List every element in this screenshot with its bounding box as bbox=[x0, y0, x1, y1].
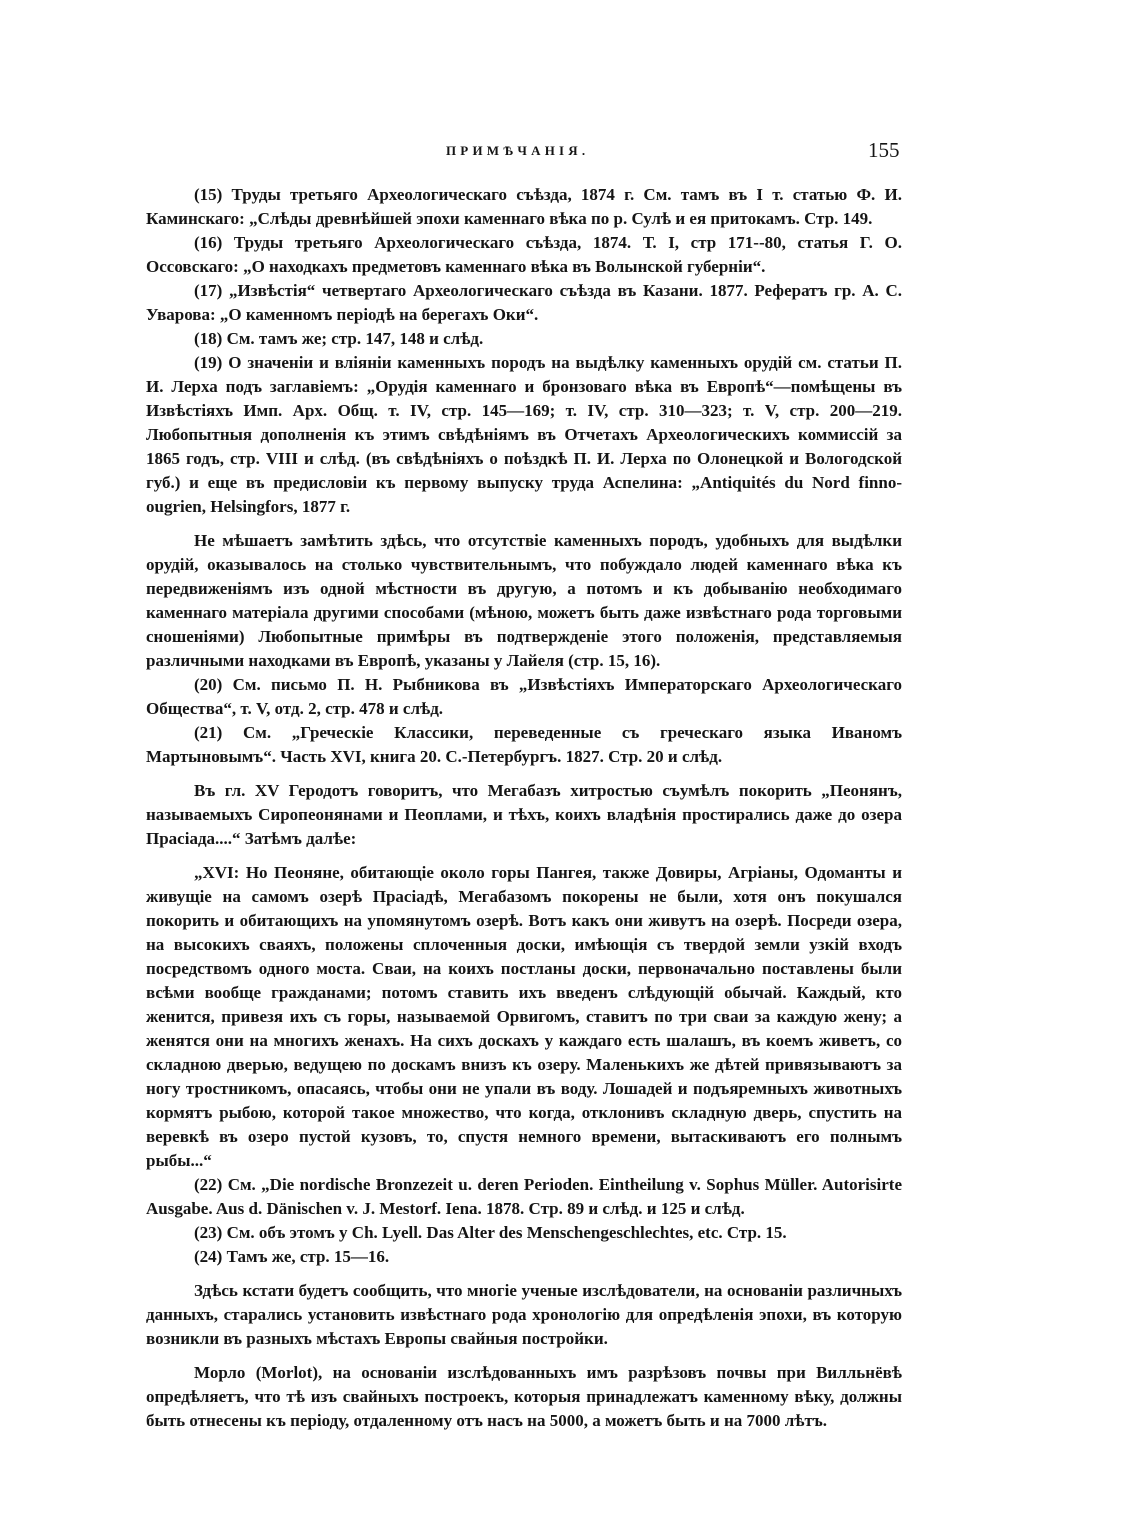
note-17: (17) „Извѣстія“ четвертаго Археологическаго съѣзда въ Казани. 1877. Рефератъ гр. А. С. Уварова: „О каменномъ періодѣ на берегахъ Оки“. bbox=[146, 281, 902, 324]
herodotus-quote: „XVI: Но Пеоняне, обитающіе около горы Пангея, также Довиры, Агріаны, Одоманты и живущіе на самомъ озерѣ Прасіадѣ, Мегабазомъ покорены не были, хотя онъ покушался покорить и обитающихъ на упомянутомъ озерѣ. Вотъ какъ они живутъ на озерѣ. Посреди озера, на высокихъ сваяхъ, положены сплоченныя доски, имѣющія съ твердой земли узкій входъ посредствомъ одного моста. Сваи, на коихъ постланы доски, первоначально поставлены были всѣми вообще гражданами; потомъ ставить ихъ введенъ слѣдующій обычай. Каждый, кто женится, привезя ихъ съ горы, называемой Орвигомъ, ставитъ по три сваи за каждую жену; а женятся они на многихъ женахъ. На сихъ доскахъ у каждаго есть шалашъ, въ коемъ живетъ, со складною дверью, ведущею по доскамъ внизъ къ озеру. Маленькихъ же дѣтей привязываютъ за ногу тростникомъ, опасаясь, чтобы они не упали въ воду. Лошадей и подъяремныхъ животныхъ кормятъ рыбою, которой такое множество, что когда, отклонивъ складную дверь, спустить на веревкѣ въ озеро пустой кузовъ, то, спустя немного времени, вытаскиваютъ его полнымъ рыбы...“ bbox=[146, 863, 902, 1170]
note-18: (18) См. тамъ же; стр. 147, 148 и слѣд. bbox=[194, 329, 484, 348]
note-19: (19) О значеніи и вліяніи каменныхъ породъ на выдѣлку каменныхъ орудій см. статьи П. И. Лерха подъ заглавіемъ: „Орудія каменнаго и бронзоваго вѣка въ Европѣ“—помѣщены въ Извѣстіяхъ Имп. Арх. Общ. т. IV, стр. 145—169; т. IV, стр. 310—323; т. V, стр. 200—219. Любопытныя дополненія къ этимъ свѣдѣніямъ въ Отчетахъ Археологическихъ коммиссій за 1865 годъ, стр. VIII и слѣд. (въ свѣдѣніяхъ о поѣздкѣ П. И. Лерха по Олонецкой и Вологодской губ.) и еще въ предисловіи къ первому выпуску труда Аспелина: „Antiquités du Nord finno-ougrien, Helsingfors, 1877 г. bbox=[146, 353, 902, 516]
note-15: (15) Труды третьяго Археологическаго съѣзда, 1874 г. См. тамъ въ I т. статью Ф. И. Каминскаго: „Слѣды древнѣйшей эпохи каменнаго вѣка по р. Сулѣ и ея притокамъ. Стр. 149. bbox=[146, 185, 902, 228]
page-title: ПРИМѢЧАНІЯ. bbox=[446, 143, 590, 158]
chronology-paragraph: Здѣсь кстати будетъ сообщить, что многіе ученые изслѣдователи, на основаніи различныхъ данныхъ, старались установить извѣстнаго рода хронологію для опредѣленія эпохи, въ которую возникли въ разныхъ мѣстахъ Европы свайныя постройки. bbox=[146, 1281, 902, 1348]
herodotus-intro: Въ гл. XV Геродотъ говоритъ, что Мегабазъ хитростью съумѣлъ покорить „Пеонянъ, называемыхъ Сиропеонянами и Пеоплами, и тѣхъ, коихъ владѣнія простирались даже до озера Прасіада....“ Затѣмъ далѣе: bbox=[146, 781, 902, 848]
note-23: (23) См. объ этомъ у Ch. Lyell. Das Alter des Menschengeschlechtes, etc. Стр. 15. bbox=[194, 1223, 787, 1242]
running-head bbox=[0, 138, 1140, 165]
morlot-paragraph: Морло (Morlot), на основаніи изслѣдованныхъ имъ разрѣзовъ почвы при Вилльнёвѣ опредѣляетъ, что тѣ изъ свайныхъ построекъ, которыя принадлежатъ каменному вѣку, должны быть отнесены къ періоду, отдаленному отъ насъ на 5000, а можетъ быть и на 7000 лѣтъ. bbox=[146, 1363, 902, 1430]
note-22: (22) См. „Die nordische Bronzezeit u. deren Perioden. Eintheilung v. Sophus Müller. Autorisirte Ausgabe. Aus d. Dänischen v. J. Mestorf. Iena. 1878. Стр. 89 и слѣд. и 125 и слѣд. bbox=[146, 1175, 902, 1218]
notes-body bbox=[146, 183, 902, 1433]
note-19-commentary: Не мѣшаетъ замѣтить здѣсь, что отсутствіе каменныхъ породъ, удобныхъ для выдѣлки орудій, оказывалось на столько чувствительнымъ, что побуждало людей каменнаго вѣка къ передвиженіямъ изъ одной мѣстности въ другую, а потомъ и къ добыванію необходимаго каменнаго матеріала другими способами (мѣною, можетъ быть даже извѣстнаго рода торговыми сношеніями) Любопытные примѣры въ подтвержденіе этого положенія, представляемыя различными находками въ Европѣ, указаны у Лайеля (стр. 15, 16). bbox=[146, 531, 902, 670]
note-24: (24) Тамъ же, стр. 15—16. bbox=[194, 1247, 390, 1266]
note-16: (16) Труды третьяго Археологическаго съѣзда, 1874. Т. I, стр 171--80, статья Г. О. Оссовскаго: „О находкахъ предметовъ каменнаго вѣка въ Волынской губерніи“. bbox=[146, 233, 902, 276]
note-20: (20) См. письмо П. Н. Рыбникова въ „Извѣстіяхъ Императорскаго Археологическаго Общества“, т. V, отд. 2, стр. 478 и слѣд. bbox=[146, 675, 902, 718]
note-21: (21) См. „Греческіе Классики, переведенные съ греческаго языка Иваномъ Мартыновымъ“. Часть XVI, книга 20. С.-Петербургъ. 1827. Стр. 20 и слѣд. bbox=[146, 723, 902, 766]
page-number: 155 bbox=[868, 138, 900, 162]
